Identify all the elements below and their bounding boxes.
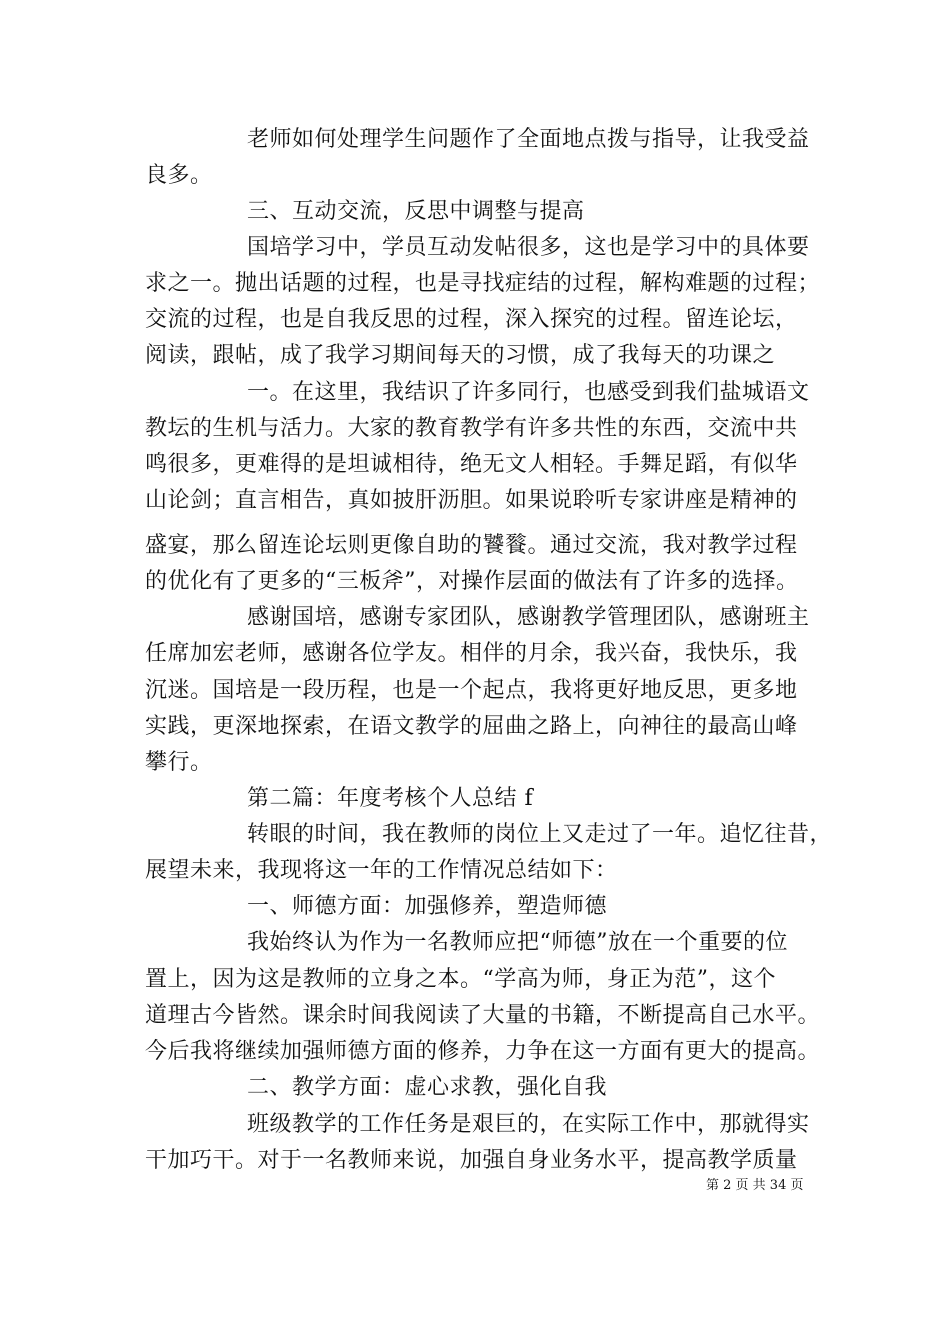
text-line: 道理古今皆然。课余时间我阅读了大量的书籍，不断提高自己水平。 [145,1003,821,1028]
text-line: 山论剑；直言相告，真如披肝沥胆。如果说聆听专家讲座是精神的 [145,488,798,513]
text-line: 我始终认为作为一名教师应把“师德”放在一个重要的位 [247,930,788,955]
text-line: 良多。 [145,163,213,188]
text-line: 的优化有了更多的“三板斧”，对操作层面的做法有了许多的选择。 [145,569,799,594]
text-line: 展望未来，我现将这一年的工作情况总结如下： [145,858,618,883]
article-title: 第二篇：年度考核个人总结 f [247,786,534,811]
text-line: 阅读，跟帖，成了我学习期间每天的习惯，成了我每天的功课之 [145,343,776,368]
text-line: 教坛的生机与活力。大家的教育教学有许多共性的东西，交流中共 [145,416,798,441]
text-line: 实践，更深地探索，在语文教学的屈曲之路上，向神往的最高山峰 [145,714,798,739]
section-heading: 一、师德方面：加强修养，塑造师德 [247,894,608,919]
text-line: 交流的过程，也是自我反思的过程，深入探究的过程。留连论坛， [145,307,798,332]
text-line: 求之一。抛出话题的过程，也是寻找症结的过程，解构难题的过程； [145,271,821,296]
text-line: 鸣很多，更难得的是坦诚相待，绝无文人相轻。手舞足蹈，有似华 [145,452,798,477]
text-line: 国培学习中，学员互动发帖很多，这也是学习中的具体要 [247,235,810,260]
text-line: 攀行。 [145,750,213,775]
text-line: 转眼的时间，我在教师的岗位上又走过了一年。追忆往昔， [247,822,833,847]
page-number: 第 2 页 共 34 页 [706,1178,804,1193]
section-heading: 三、互动交流，反思中调整与提高 [247,199,585,224]
text-line: 感谢国培，感谢专家团队，感谢教学管理团队，感谢班主 [247,605,810,630]
text-line: 班级教学的工作任务是艰巨的，在实际工作中，那就得实 [247,1112,810,1137]
section-heading: 二、教学方面：虚心求教，强化自我 [247,1075,608,1100]
text-line: 今后我将继续加强师德方面的修养，力争在这一方面有更大的提高。 [145,1039,821,1064]
text-line: 任席加宏老师，感谢各位学友。相伴的月余，我兴奋，我快乐，我 [145,641,798,666]
text-line: 一。在这里，我结识了许多同行，也感受到我们盐城语文 [247,380,810,405]
text-line: 干加巧干。对于一名教师来说，加强自身业务水平，提高教学质量 [145,1148,798,1173]
text-line: 老师如何处理学生问题作了全面地点拨与指导，让我受益 [247,127,810,152]
text-line: 盛宴，那么留连论坛则更像自助的饕餮。通过交流，我对教学过程 [145,533,798,558]
text-line: 置上，因为这是教师的立身之本。“学高为师，身正为范”，这个 [145,967,776,992]
text-line: 沉迷。国培是一段历程，也是一个起点，我将更好地反思，更多地 [145,678,798,703]
